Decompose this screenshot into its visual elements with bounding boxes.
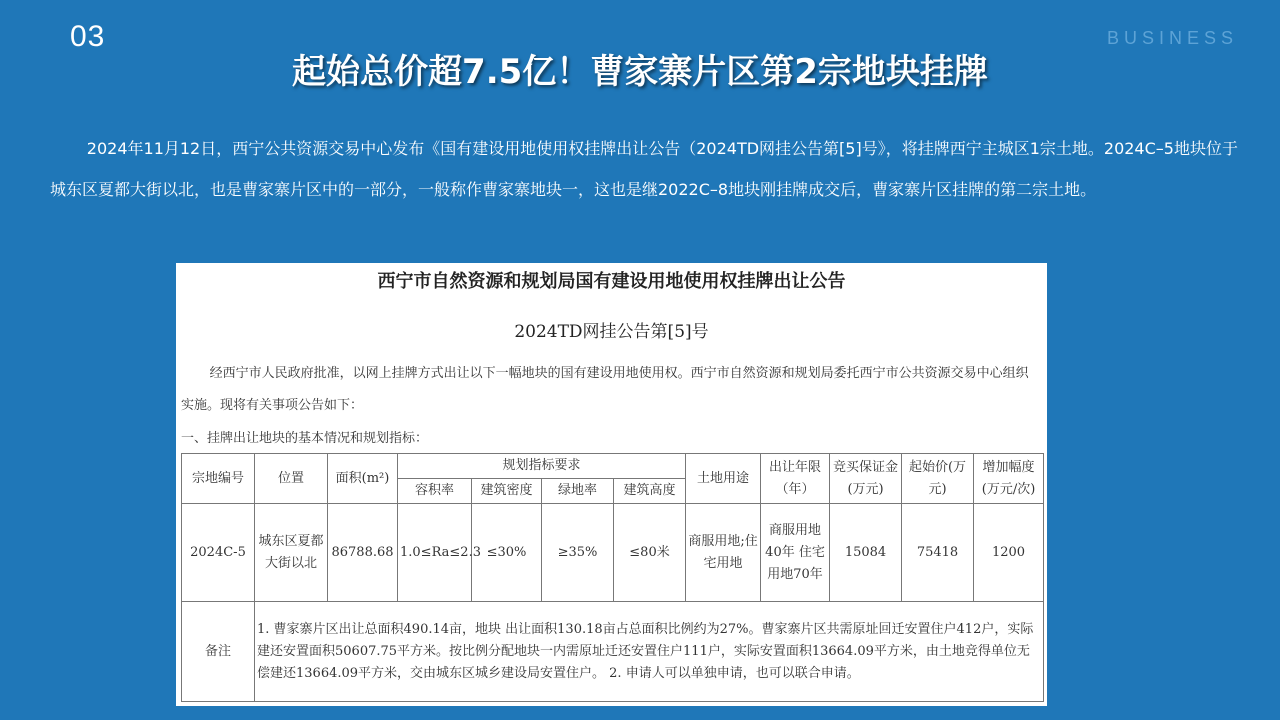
cell-deposit: 15084	[830, 504, 902, 602]
header-height: 建筑高度	[614, 479, 686, 504]
document-title: 西宁市自然资源和规划局国有建设用地使用权挂牌出让公告	[377, 271, 846, 292]
table-row	[182, 504, 1044, 602]
cell-term: 商服用地40年 住宅用地70年	[761, 504, 830, 602]
cell-far: 1.0≤Ra≤2.3	[398, 504, 472, 602]
cell-parcel-no: 2024C-5	[182, 504, 255, 602]
slide-number: 03	[70, 20, 106, 53]
cell-land-use: 商服用地;住宅用地	[686, 504, 761, 602]
remark-label: 备注	[182, 602, 255, 702]
header-location: 位置	[255, 454, 328, 504]
header-density: 建筑密度	[472, 479, 542, 504]
header-parcel-no: 宗地编号	[182, 454, 255, 504]
header-green: 绿地率	[542, 479, 614, 504]
header-start-price: 起始价(万元)	[902, 454, 974, 504]
parcel-info-table	[181, 453, 1044, 702]
document-section-heading: 一、挂牌出让地块的基本情况和规划指标：	[181, 431, 429, 446]
document-subtitle: 2024TD网挂公告第[5]号	[514, 322, 709, 342]
cell-location: 城东区夏都大街以北	[255, 504, 328, 602]
header-deposit: 竞买保证金(万元)	[830, 454, 902, 504]
slide-title: 起始总价超7.5亿！曹家寨片区第2宗地块挂牌	[292, 52, 988, 92]
cell-density: ≤30%	[472, 504, 542, 602]
header-term: 出让年限（年）	[761, 454, 830, 504]
header-far: 容积率	[398, 479, 472, 504]
cell-increment: 1200	[974, 504, 1044, 602]
cell-green: ≥35%	[542, 504, 614, 602]
header-increment: 增加幅度(万元/次)	[974, 454, 1044, 504]
cell-height: ≤80米	[614, 504, 686, 602]
header-land-use: 土地用途	[686, 454, 761, 504]
announcement-document-image	[176, 263, 1047, 706]
cell-start-price: 75418	[902, 504, 974, 602]
intro-paragraph: 2024年11月12日，西宁公共资源交易中心发布《国有建设用地使用权挂牌出让公告（2024TD网挂公告第[5]号》，将挂牌西宁主城区1宗土地。2024C–5地块位于城东区夏都大街以北，也是曹家寨片区中的一部分，一般称作曹家寨地块一，这也是继2022C–8地块刚挂牌成交后，曹家寨片区挂牌的第二宗土地。	[50, 139, 1238, 199]
header-area: 面积(m²)	[328, 454, 398, 504]
remark-text: 1. 曹家寨片区出让总面积490.14亩，地块 出让面积130.18亩占总面积比例约为27%。曹家寨片区共需原址回迁安置住户412户，实际建还安置面积50607.75平方米。按比例分配地块一内需原址迁还安置住户111户，实际安置面积13664.09平方米，由土地竞得单位无偿建还13664.09平方米，交由城东区城乡建设局安置住户。 2. 申请人可以单独申请，也可以联合申请。	[255, 602, 1044, 702]
document-intro: 经西宁市人民政府批准，以网上挂牌方式出让以下一幅地块的国有建设用地使用权。西宁市自然资源和规划局委托西宁市公共资源交易中心组织实施。现将有关事项公告如下：	[181, 366, 1029, 413]
header-planning: 规划指标要求	[398, 454, 686, 479]
brand-label: BUSINESS	[1106, 28, 1238, 48]
cell-area: 86788.68	[328, 504, 398, 602]
